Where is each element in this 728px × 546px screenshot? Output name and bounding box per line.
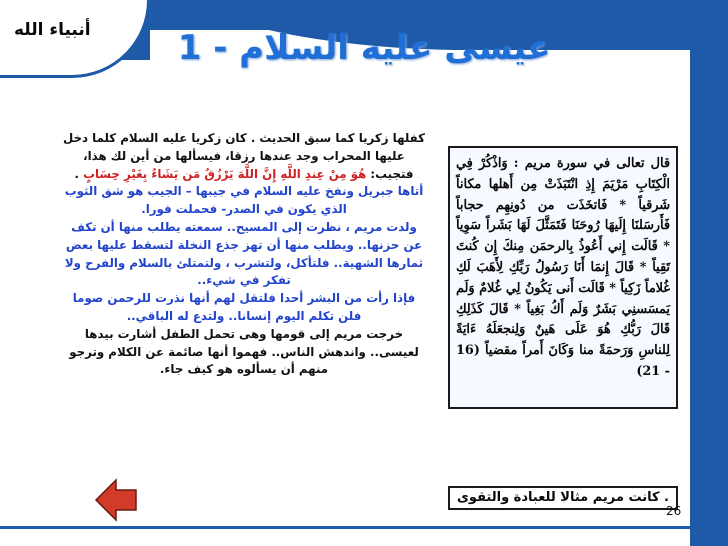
story-paragraph-2: أتاها جبريل ونفخ عليه السلام في جيبها – الجيب هو شق الثوب الذي يكون في الصدر- فحملت فورا. bbox=[64, 184, 424, 217]
story-paragraph-5: خرجت مريم إلى قومها وهى تحمل الطفل أشارت بيدها لعيسى.. واندهش الناس.. فهموا أنها صائمة عن الكلام وترجو منهم أن يسألوه هو كيف جاء. bbox=[69, 326, 419, 377]
caption-box: . كانت مريم مثالا للعبادة والتقوى bbox=[448, 486, 678, 510]
bottom-line bbox=[0, 526, 728, 529]
back-arrow-icon[interactable] bbox=[94, 478, 138, 522]
story-quote-red: هُوَ مِنْ عِندِ اللَّهِ إِنَّ اللَّهَ يَرْزُقُ مَن يَشَاءُ بِغَيْرِ حِسَابٍ bbox=[83, 166, 367, 181]
corner-title: أنبياء الله bbox=[14, 20, 91, 40]
story-paragraph-4: فإذا رأت من البشر أحدا فلتقل لهم أنها نذرت للرحمن صوما فلن تكلم اليوم إنسانا.. ولتدع له الباقي.. bbox=[72, 291, 416, 323]
page-number: 26 bbox=[666, 504, 682, 518]
story-paragraph-1-end: . bbox=[74, 166, 84, 181]
story-paragraph-3: ولدت مريم ، نظرت إلى المسيح.. سمعته يطلب منها أن تكف عن حزنها.. ويطلب منها أن تهز جذع النخلة لتسقط عليها بعض ثمارها الشهية.. فلتأكل، ولتشرب ، ولتمتلئ بالسلام والفرح ولا تفكر في شيء.. bbox=[64, 219, 424, 288]
quran-box bbox=[448, 146, 678, 409]
story-text bbox=[60, 130, 428, 379]
right-bar bbox=[690, 0, 728, 546]
quran-text: قال تعالى في سورة مريم : وَاذْكُرْ فِي الْكِتَابِ مَرْيَمَ إِذِ انْتَبَذَتْ مِن أَهلها مكاناً شَرقياً * فَاتخَذَت من دُونِهِم حجاباً فَأَرسَلنَا إِلَيهَا رُوحَنَا فَتَمَثَّلَ لَهَا بَشَراً سَوِياً * قَالَت إِني أَعُوذُ بِالرحمَن مِنكَ إِن كُنتَ تَقِياً * قَالَ إِنمَا أَنَا رَسُولُ رَبِّكِ لِأَهَبَ لَكِ غُلاماً زَكِياً * قَالَت أَنى يَكُونُ لِي غُلامٌ وَلَم يَمسَسنِي بَشَرٌ وَلَم أَكُ بَغِياً * قَالَ كَذَلِكِ قَالَ رَبُّكِ هُوَ عَلَى هَينٌ وَلِنجعَلَهُ ءَايَةً لِلناسِ وَرَحمَةً منا وَكَانَ أَمراً مقضياً (16 - 21) bbox=[456, 156, 670, 379]
slide-title: عيسى عليه السلام - 1 bbox=[177, 28, 551, 68]
story-paragraph-1: كفلها زكريا كما سبق الحديث . كان زكريا عليه السلام كلما دخل عليها المحراب وجد عندها رزقا، فيسألها من أين لك هذا، فتجيب: bbox=[62, 131, 426, 181]
